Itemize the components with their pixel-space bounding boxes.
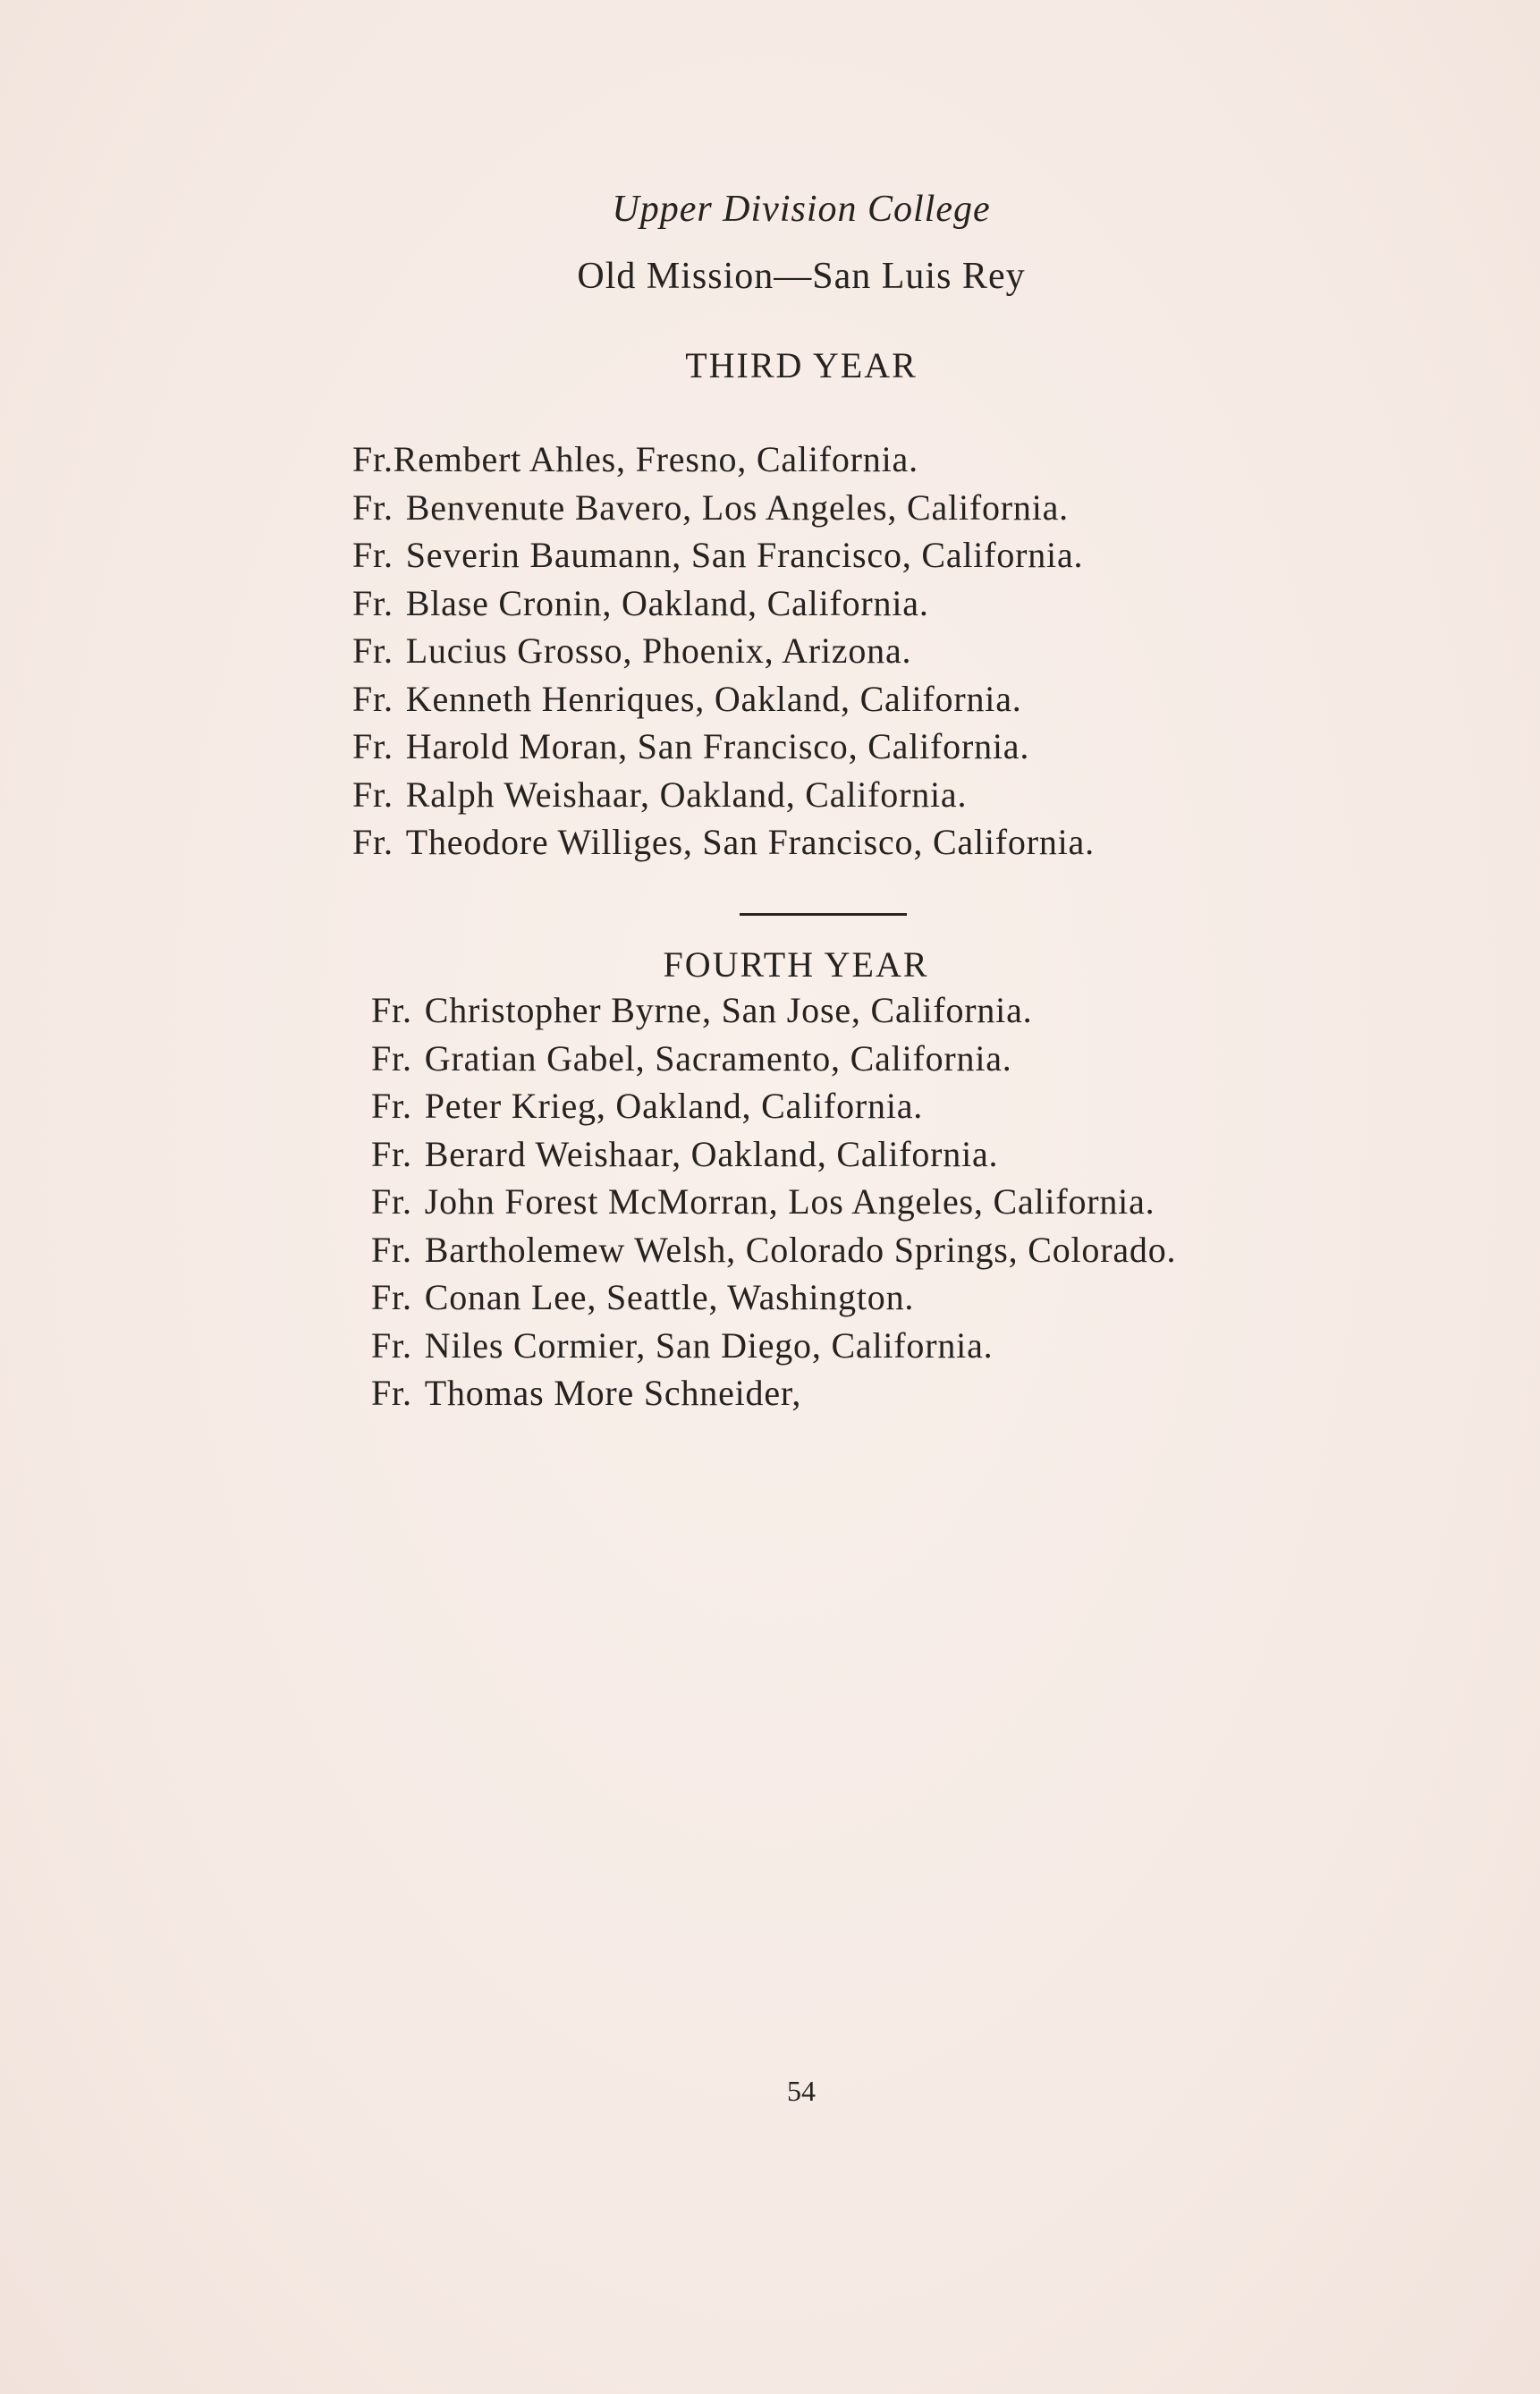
honorific-prefix: Fr. [352,535,393,575]
honorific-prefix: Fr. [352,486,393,528]
list-item [352,579,1095,628]
honorific-prefix: Fr. [352,822,393,862]
entry-text: Thomas More Schneider, [424,1373,802,1413]
list-item [371,1226,1176,1274]
entry-text: Blase Cronin, Oakland, California. [405,582,929,623]
list-item [371,1369,1176,1417]
honorific-prefix: Fr. [371,1324,412,1366]
third-year-list [352,436,1095,867]
entry-text: Rembert Ahles, Fresno, California. [393,439,918,479]
third-year-title: THIRD YEAR [685,345,918,385]
honorific-prefix: Fr. [371,1181,412,1222]
list-item [371,986,1176,1035]
list-item [352,627,1095,675]
list-item [371,1273,1176,1322]
honorific-prefix: Fr. [371,990,412,1030]
entry-text: Niles Cormier, San Diego, California. [424,1324,994,1366]
fourth-year-title: FOURTH YEAR [663,944,929,985]
entry-text: Berard Weishaar, Oakland, California. [424,1133,999,1174]
entry-text: Conan Lee, Seattle, Washington. [424,1277,915,1317]
list-item [352,723,1095,771]
honorific-prefix: Fr. [352,582,393,623]
list-item [371,1130,1176,1179]
honorific-prefix: Fr. [352,630,393,671]
list-item [371,1035,1176,1083]
list-item [352,436,1095,484]
list-item [352,484,1095,532]
honorific-prefix: Fr. [371,1037,412,1079]
list-item [371,1322,1176,1370]
section-divider [740,913,907,916]
list-item [352,818,1095,867]
honorific-prefix: Fr. [371,1229,412,1270]
entry-text: Gratian Gabel, Sacramento, California. [424,1037,1012,1079]
entry-text: John Forest McMorran, Los Angeles, California. [424,1181,1155,1222]
honorific-prefix: Fr. [352,439,393,479]
honorific-prefix: Fr. [352,678,393,719]
entry-text: Severin Baumann, San Francisco, California. [405,535,1084,575]
location-heading: Old Mission—San Luis Rey [577,256,1026,297]
fourth-year-list [371,986,1176,1417]
honorific-prefix: Fr. [352,774,393,815]
list-item [371,1178,1176,1226]
entry-text: Lucius Grosso, Phoenix, Arizona. [405,630,912,671]
honorific-prefix: Fr. [371,1133,412,1174]
list-item [371,1082,1176,1130]
list-item [352,771,1095,819]
entry-text: Bartholemew Welsh, Colorado Springs, Colorado. [424,1229,1177,1270]
entry-text: Harold Moran, San Francisco, California. [405,726,1030,766]
entry-text: Benvenute Bavero, Los Angeles, California. [405,486,1069,528]
college-heading: Upper Division College [612,189,991,230]
honorific-prefix: Fr. [352,726,393,766]
honorific-prefix: Fr. [371,1373,412,1413]
honorific-prefix: Fr. [371,1086,412,1126]
entry-text: Theodore Williges, San Francisco, California. [405,822,1095,862]
entry-text: Kenneth Henriques, Oakland, California. [405,678,1022,719]
entry-text: Christopher Byrne, San Jose, California. [424,990,1033,1030]
page-number: 54 [787,2075,816,2107]
entry-text: Peter Krieg, Oakland, California. [424,1086,924,1126]
entry-text: Ralph Weishaar, Oakland, California. [405,774,968,815]
honorific-prefix: Fr. [371,1277,412,1317]
list-item [352,675,1095,723]
list-item [352,531,1095,579]
